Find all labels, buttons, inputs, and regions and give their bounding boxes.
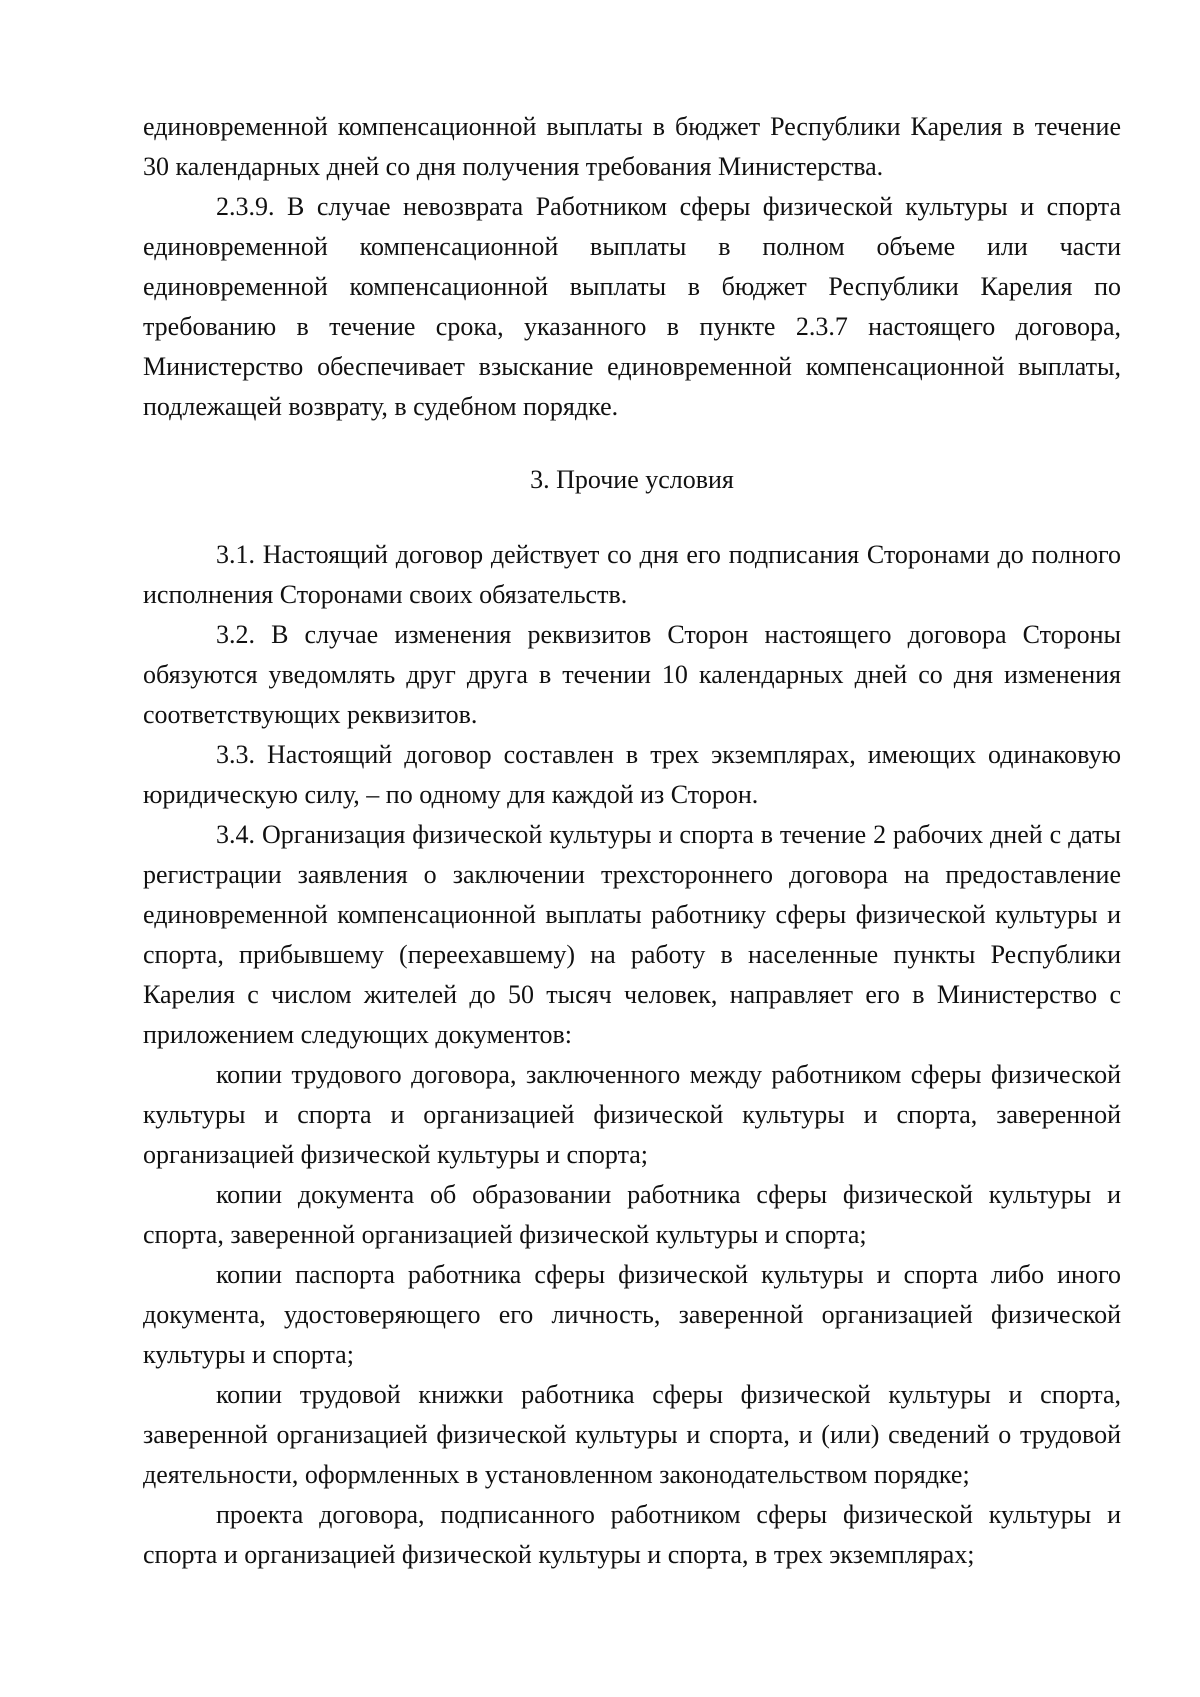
paragraph-continuation: единовременной компенсационной выплаты в бюджет Республики Карелия в течение 30 календарных дней со дня получения требования Министерства.: [143, 112, 1121, 181]
paragraph-2-3-9: 2.3.9. В случае невозврата Работником сферы физической культуры и спорта единовременной компенсационной выплаты в полном объеме или части единовременной компенсационной выплаты в бюджет Республики Карелия по требованию в течение срока, указанного в пункте 2.3.7 настоящего договора, Министерство обеспечивает взыскание единовременной компенсационной выплаты, подлежащей возврату, в судебном порядке.: [143, 192, 1121, 421]
paragraph-3-1: 3.1. Настоящий договор действует со дня его подписания Сторонами до полного исполнения Сторонами своих обязательств.: [143, 540, 1121, 609]
paragraph-3-2: 3.2. В случае изменения реквизитов Сторон настоящего договора Стороны обязуются уведомлять друг друга в течении 10 календарных дней со дня изменения соответствующих реквизитов.: [143, 620, 1121, 729]
list-item-employment-contract-copy: копии трудового договора, заключенного между работником сферы физической культуры и спорта и организацией физической культуры и спорта, заверенной организацией физической культуры и спорта;: [143, 1060, 1121, 1169]
document-body: [143, 107, 1121, 1575]
list-item-passport-copy: копии паспорта работника сферы физической культуры и спорта либо иного документа, удостоверяющего его личность, заверенной организацией физической культуры и спорта;: [143, 1260, 1121, 1369]
section-heading: 3. Прочие условия: [530, 465, 734, 494]
list-item-education-document-copy: копии документа об образовании работника сферы физической культуры и спорта, заверенной организацией физической культуры и спорта;: [143, 1180, 1121, 1249]
paragraph-3-3: 3.3. Настоящий договор составлен в трех экземплярах, имеющих одинаковую юридическую силу, – по одному для каждой из Сторон.: [143, 740, 1121, 809]
list-item-draft-contract: проекта договора, подписанного работником сферы физической культуры и спорта и организацией физической культуры и спорта, в трех экземплярах;: [143, 1500, 1121, 1569]
paragraph-3-4: 3.4. Организация физической культуры и спорта в течение 2 рабочих дней с даты регистрации заявления о заключении трехстороннего договора на предоставление единовременной компенсационной выплаты работнику сферы физической культуры и спорта, прибывшему (переехавшему) на работу в населенные пункты Республики Карелия с числом жителей до 50 тысяч человек, направляет его в Министерство с приложением следующих документов:: [143, 820, 1121, 1049]
list-item-employment-record-copy: копии трудовой книжки работника сферы физической культуры и спорта, заверенной организацией физической культуры и спорта, и (или) сведений о трудовой деятельности, оформленных в установленном законодательством порядке;: [143, 1380, 1121, 1489]
